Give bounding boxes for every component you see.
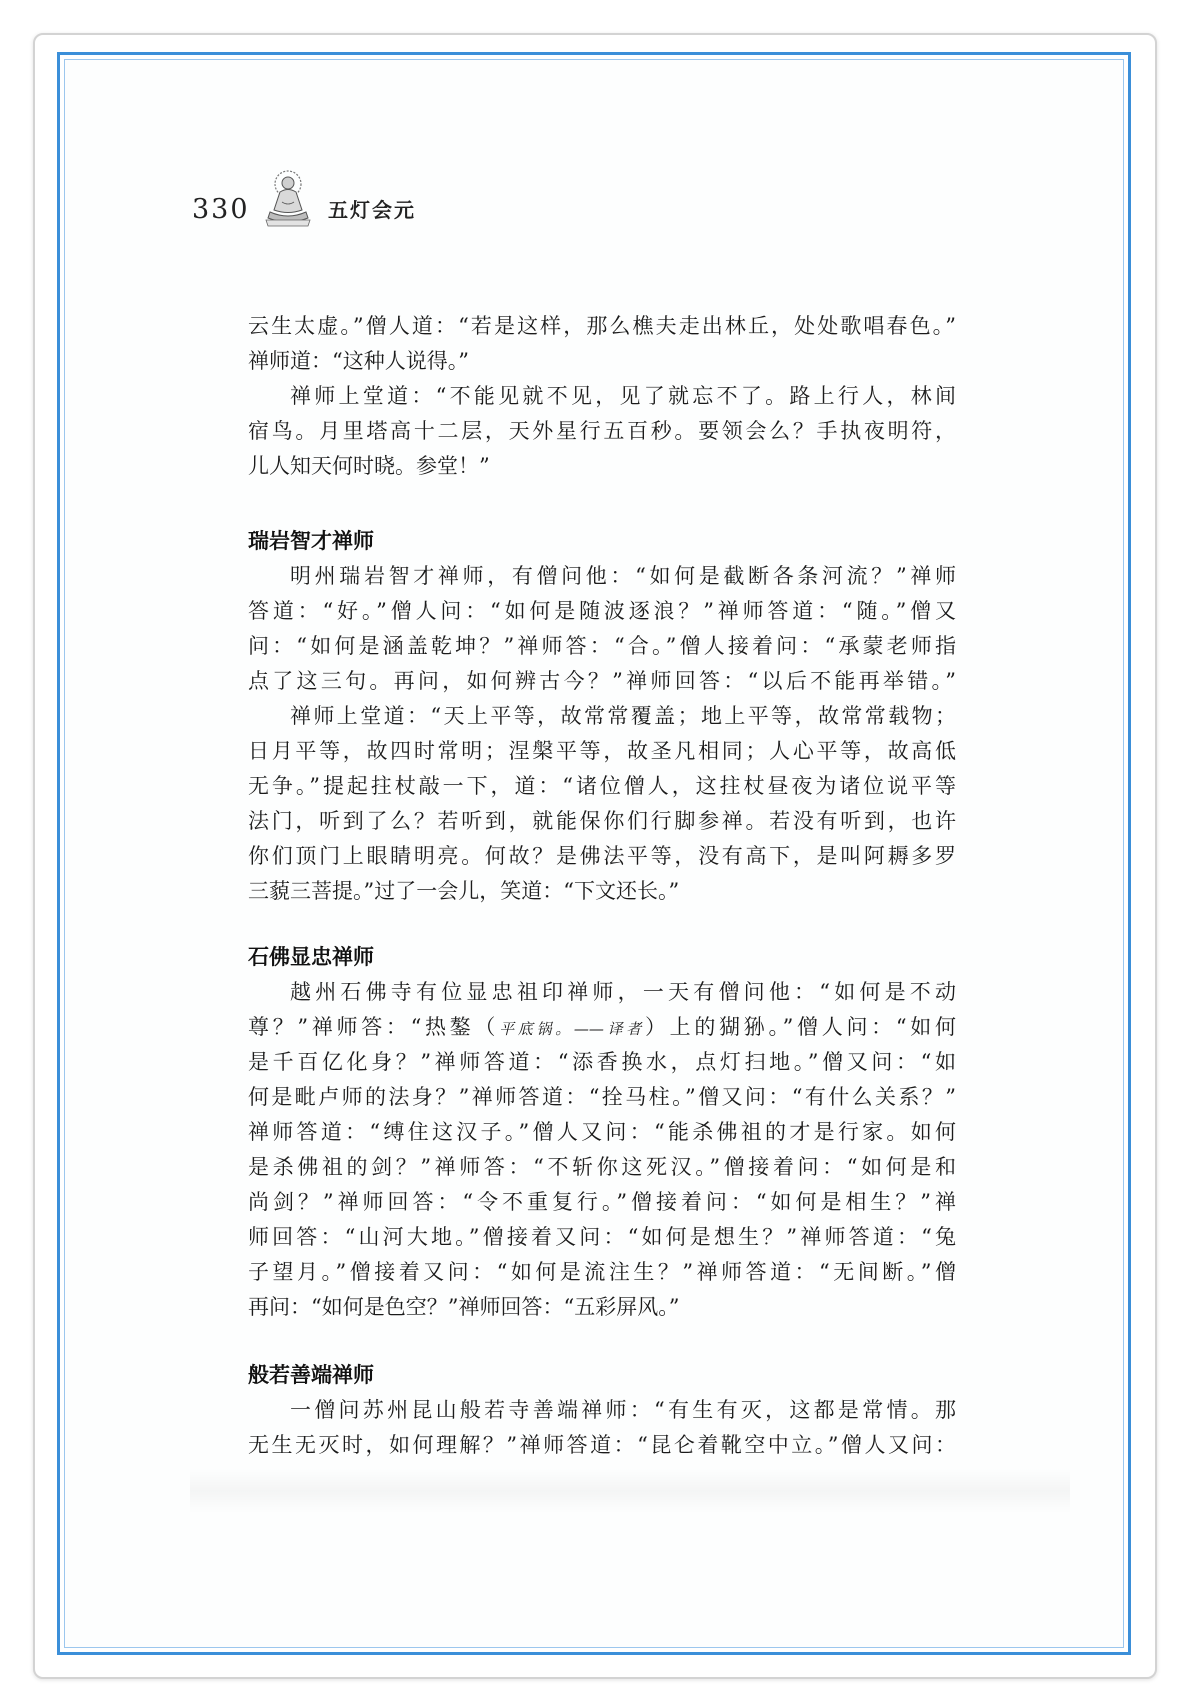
section-heading: 般若善端禅师 [248,1363,374,1387]
body-text [248,309,956,1463]
text-line: 日月平等，故四时常明；涅槃平等，故圣凡相同；人心平等，故高低 [248,739,956,763]
text-line: 尚剑？”禅师回答：“令不重复行。”僧接着问：“如何是相生？”禅 [248,1190,956,1214]
text-line: 问：“如何是涵盖乾坤？”禅师答：“合。”僧人接着问：“承蒙老师指 [248,634,956,658]
text-fragment: ）上的猢狲。”僧人问：“如何 [644,1015,956,1039]
text-line: 答道：“好。”僧人问：“如何是随波逐浪？”禅师答道：“随。”僧又 [248,599,956,623]
text-line: 是千百亿化身？”禅师答道：“添香换水，点灯扫地。”僧又问：“如 [248,1050,956,1074]
text-line: 禅师答道：“缚住这汉子。”僧人又问：“能杀佛祖的才是行家。如何 [248,1120,956,1144]
text-line: 无争。”提起拄杖敲一下，道：“诸位僧人，这拄杖昼夜为诸位说平等 [248,774,956,798]
text-line: 禅师道：“这种人说得。” [248,349,469,373]
text-line: 宿鸟。月里塔高十二层，天外星行五百秒。要领会么？手执夜明符， [248,419,956,443]
text-line: 禅师上堂道：“天上平等，故常常覆盖；地上平等，故常常载物； [290,704,956,728]
text-line: 点了这三句。再问，如何辨古今？”禅师回答：“以后不能再举错。” [248,669,956,693]
text-line: 再问：“如何是色空？”禅师回答：“五彩屏风。” [248,1295,680,1319]
text-line: 是杀佛祖的剑？”禅师答：“不斩你这死汉。”僧接着问：“如何是和 [248,1155,956,1179]
text-line: 云生太虚。”僧人道：“若是这样，那么樵夫走出林丘，处处歌唱春色。” [248,314,956,338]
text-line: 禅师上堂道：“不能见就不见，见了就忘不了。路上行人，林间 [290,384,956,408]
text-line: 越州石佛寺有位显忠祖印禅师，一天有僧问他：“如何是不动 [290,980,956,1004]
scan-shadow [190,1468,1070,1514]
text-line [248,1010,956,1045]
buddha-icon [262,168,314,230]
text-line: 子望月。”僧接着又问：“如何是流注生？”禅师答道：“无间断。”僧 [248,1260,956,1284]
section-heading: 瑞岩智才禅师 [248,529,374,553]
translator-note: 平底锅。——译者 [499,1020,645,1038]
text-line: 三藐三菩提。”过了一会儿，笑道：“下文还长。” [248,879,680,903]
page-number: 330 [192,194,250,225]
text-line: 无生无灭时，如何理解？”禅师答道：“昆仑着靴空中立。”僧人又问： [248,1433,956,1457]
text-fragment: 尊？”禅师答：“热鏊（ [248,1015,500,1039]
text-line: 明州瑞岩智才禅师，有僧问他：“如何是截断各条河流？”禅师 [290,564,956,588]
text-line: 你们顶门上眼睛明亮。何故？是佛法平等，没有高下，是叫阿耨多罗 [248,844,956,868]
text-line: 一僧问苏州昆山般若寺善端禅师：“有生有灭，这都是常情。那 [290,1398,956,1422]
text-line: 法门，听到了么？若听到，就能保你们行脚参禅。若没有听到，也许 [248,809,956,833]
section-heading: 石佛显忠禅师 [248,945,374,969]
running-title: 五灯会元 [328,198,416,222]
text-line: 师回答：“山河大地。”僧接着又问：“如何是想生？”禅师答道：“兔 [248,1225,956,1249]
text-line: 何是毗卢师的法身？”禅师答道：“拴马柱。”僧又问：“有什么关系？” [248,1085,956,1109]
text-line: 儿人知天何时晓。参堂！” [248,454,490,478]
